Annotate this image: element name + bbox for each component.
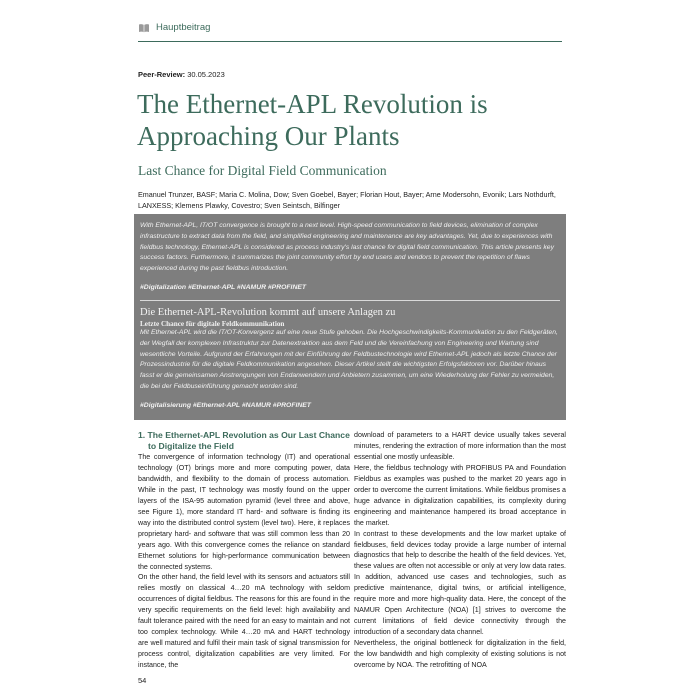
peer-review-date: 30.05.2023 bbox=[187, 70, 225, 79]
keywords-english: #Digitalization #Ethernet-APL #NAMUR #PROFINET bbox=[140, 283, 307, 291]
article-subtitle: Last Chance for Digital Field Communication bbox=[138, 163, 387, 178]
body-paragraph: On the other hand, the field level with its sensors and actuators still relies mostly on classical 4…20 mA technology with seldom occurrences of digital fieldbus. The reasons for this are found in the very specific requirements on the field level: high availability and fault tolerance paired with the need for an easy to maintain and not too complex technology. While 4…20 mA and HART technology are well matured and fulfil their main task of signal transmission for process control, digitalization capabilities are very limited. For instance, the bbox=[138, 573, 350, 670]
body-paragraph: Here, the fieldbus technology with PROFIBUS PA and Foundation Fieldbus as examples was pushed to the market 20 years ago in order to overcome the current limitations. While fieldbus promises a huge advance in digitalization capabilities, its complexity during engineering and maintenance hampered its broad acceptance in the market. bbox=[354, 463, 566, 527]
body-paragraph: The convergence of information technology (IT) and operational technology (OT) brings more and more computing power, data bandwidth, and flexibility to the domain of process automation. While in the past, IT technology was mostly found on the upper layers of the ISA-95 automation pyramid (level three and above, see Figure 1), more standard IT hard- and software is finding its way into the distributed control system (level two). Here, it replaces proprietary hard- and software that was still common less than 20 years ago. With this convergence comes the reliance on standard Ethernet solutions for high-performance communication between the connected systems. bbox=[138, 453, 350, 571]
peer-review-line bbox=[138, 70, 225, 79]
section-header bbox=[138, 22, 210, 33]
body-column-left bbox=[138, 430, 350, 671]
article-title: The Ethernet-APL Revolution is Approaching Our Plants bbox=[137, 89, 488, 151]
abstract-divider bbox=[140, 300, 560, 301]
german-title: Die Ethernet-APL-Revolution kommt auf unsere Anlagen zu bbox=[140, 306, 396, 318]
abstract-german: Mit Ethernet-APL wird die IT/OT-Konvergenz auf eine neue Stufe gehoben. Die Hochgeschwindigkeits-Kommunikation zu den Feldgeräten, der Wegfall der komplexen Infrastruktur zur Datenextraktion aus dem Feld und die Vereinfachung von Engineering und Wartung sind wesentliche Vorteile. Aufgrund der Erfahrungen mit der Einführung der Feldbustechnologie wird Ethernet-APL jedoch als letzte Chance der Prozessindustrie für die digitale Feldkommunikation angesehen. Dieser Artikel stellt die wichtigsten Erfolgsfaktoren vor. Darüber hinaus fasst er die gemeinsamen Anstrengungen von Endanwendern und Anbietern zusammen, um eine Wiederholung der Fehler zu vermeiden, die bei der Feldbuseinführung gemacht worden sind. bbox=[140, 328, 558, 390]
body-paragraph: In contrast to these developments and the low market uptake of fieldbuses, field devices today provide a large number of internal diagnostics that help to describe the health of the field devices. Yet, these values are often not accessible or only at very low data rates. In addition, advanced use cases and technologies, such as predictive maintenance, digital twins, or artificial intelligence, require more and more high-quality data. Here, the concept of the NAMUR Open Architecture (NOA) [1] strives to overcome the current limitations of field device connectivity through the introduction of a secondary data channel. bbox=[354, 529, 566, 637]
abstract-english: With Ethernet-APL, IT/OT convergence is brought to a next level. High-speed communication to field devices, elimination of complex infrastructure to extract data from the field, and simplified engineering and maintenance are key advantages. Yet, due to experiences with fieldbus technology, Ethernet-APL is considered as process industry's last chance for digital field communication. This article presents key success factors. Furthermore, it summarizes the joint community effort by end users and vendors to prevent the repetition of flaws experienced during the past fieldbus introduction. bbox=[140, 222, 554, 273]
page-number: 54 bbox=[138, 676, 147, 685]
section-label: Hauptbeitrag bbox=[156, 22, 211, 33]
section-heading: 1. The Ethernet-APL Revolution as Our Last Chance to Digitalize the Field bbox=[138, 430, 350, 451]
header-divider bbox=[138, 41, 562, 42]
body-paragraph: download of parameters to a HART device usually takes several minutes, rendering the extraction of more information than the most essential one mostly unfeasible. bbox=[354, 431, 566, 461]
abstract-box bbox=[134, 214, 566, 420]
peer-review-label: Peer-Review: bbox=[138, 70, 186, 79]
book-icon bbox=[138, 23, 150, 33]
keywords-german: #Digitalisierung #Ethernet-APL #NAMUR #PROFINET bbox=[140, 401, 311, 409]
body-paragraph: Nevertheless, the original bottleneck for digitalization in the field, the low bandwidth and high complexity of existing solutions is not overcome by NOA. The retrofitting of NOA bbox=[354, 639, 566, 670]
german-subtitle: Letzte Chance für digitale Feldkommunikation bbox=[140, 319, 285, 328]
author-list: Emanuel Trunzer, BASF; Maria C. Molina, Dow; Sven Goebel, Bayer; Florian Hout, Bayer; Arne Modersohn, Evonik; Lars Nothdurft, LANXESS; Klemens Plawky, Covestro; Sven Seintsch, Bilfinger bbox=[138, 190, 556, 210]
body-column-right bbox=[354, 430, 566, 671]
